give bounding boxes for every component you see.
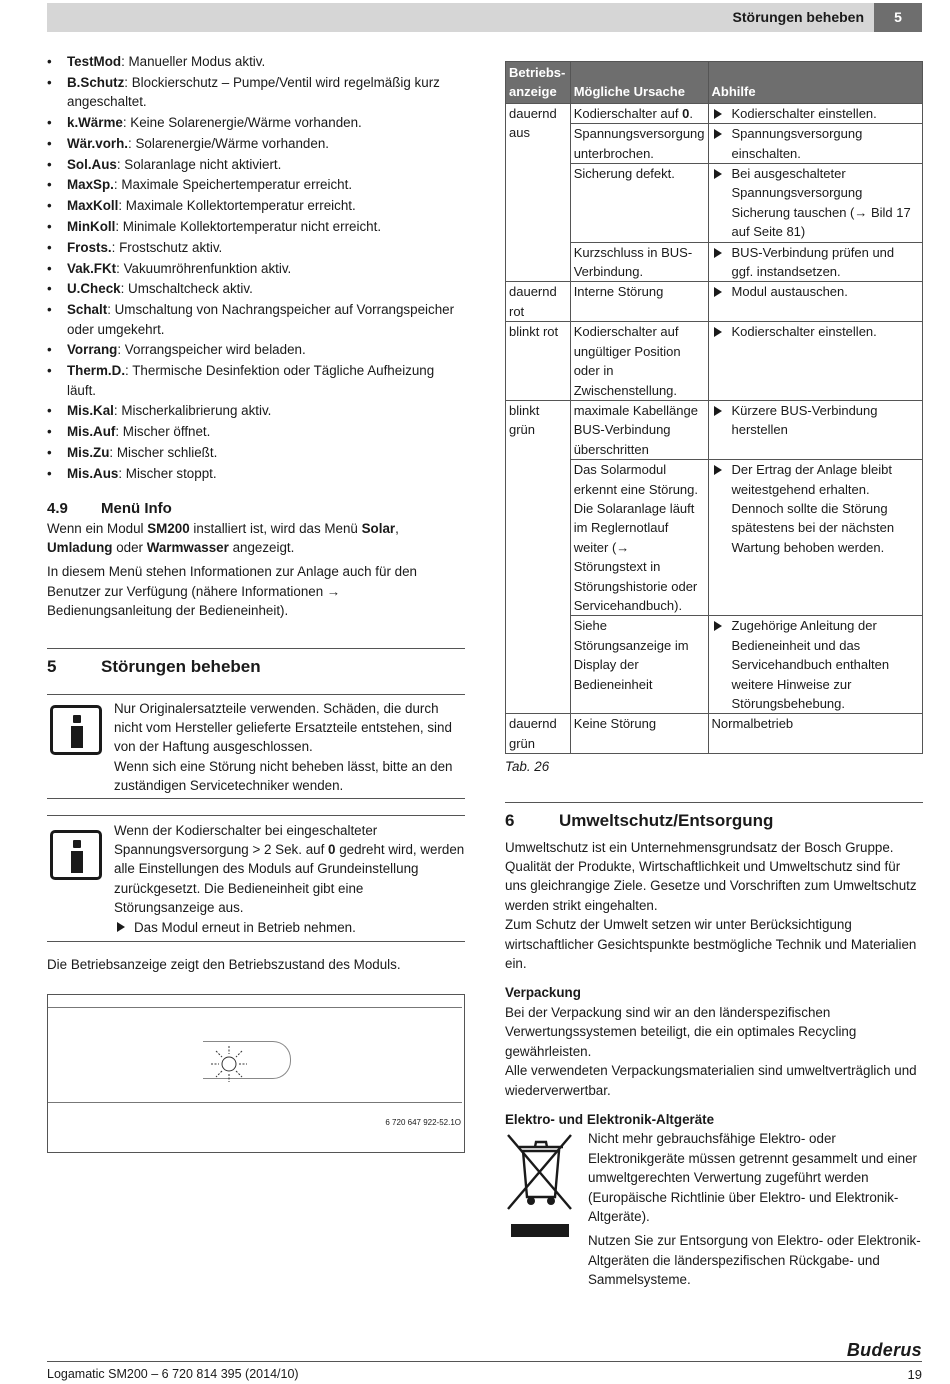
status-code: TestMod — [67, 54, 122, 69]
status-list-item — [47, 238, 465, 257]
status-description: : Umschaltcheck aktiv. — [120, 281, 253, 297]
status-description: : Solarenergie/Wärme vorhanden. — [128, 135, 329, 151]
table-row — [506, 282, 923, 322]
status-description: : Keine Solarenergie/Wärme vorhanden. — [122, 115, 362, 130]
status-code: Sol.Aus — [67, 156, 117, 172]
step-arrow-icon — [714, 169, 722, 179]
step-arrow-icon — [714, 465, 722, 475]
chapter-tab: 5 — [874, 3, 922, 32]
status-code: U.Check — [67, 281, 121, 297]
module-housing — [48, 1007, 462, 1103]
status-list-item — [47, 422, 465, 441]
env-paragraph-1: Umweltschutz ist ein Unternehmensgrundsatz der Bosch Gruppe. Qualität der Produkte, Wirtschaftlichkeit und Umweltschutz sind für uns gleichrangige Ziele. Gesetze und Vorschriften zum Umweltschutz werden strikt eingehalten. — [505, 839, 917, 913]
menu-info-paragraph-2: In diesem Menü stehen Informationen zur Anlage auch für den Benutzer zur Verfügung (nähere Informationen → Bedienungsanleitung der Bedieneinheit). — [47, 564, 417, 619]
remedy-cell: Bei ausgeschalteter Spannungsversorgung Sicherung tauschen (→ Bild 17 auf Seite 81) — [708, 164, 922, 243]
weee-paragraph-1: Nicht mehr gebrauchsfähige Elektro- oder Elektronikgeräte müssen getrennt gesammelt und einer umweltgerechten Verwertung zugeführt werden (Europäische Richtlinie über Elektro- und Elektronik-Altgeräte). — [588, 1131, 917, 1224]
status-code: Mis.Kal — [67, 403, 114, 419]
status-description: : Maximale Speichertemperatur erreicht. — [113, 177, 353, 193]
status-list-item — [47, 361, 465, 400]
step-arrow-icon — [714, 287, 722, 297]
status-list-item — [47, 340, 465, 359]
status-description: : Minimale Kollektortemperatur nicht erreicht. — [115, 218, 382, 234]
remedy-cell: Kürzere BUS-Verbindung herstellen — [708, 400, 922, 459]
table-header-row — [506, 62, 923, 104]
status-description: : Manueller Modus aktiv. — [121, 54, 266, 69]
status-list-item — [47, 217, 465, 236]
notice-spare-parts — [47, 694, 465, 799]
display-paragraph: Die Betriebsanzeige zeigt den Betriebszustand des Moduls. — [47, 957, 401, 973]
status-code-list — [47, 52, 465, 483]
notice-text: Nur Originalersatzteile verwenden. Schäden, die durch nicht vom Hersteller gelieferte Ersatzteile entstehen, sind von der Haftung ausgeschlossen. — [114, 700, 452, 755]
status-description: : Vorrangspeicher wird beladen. — [117, 342, 306, 358]
status-description: : Umschaltung von Nachrangspeicher auf Vorrangspeicher oder umgekehrt. — [67, 302, 455, 337]
status-description: : Mischer stoppt. — [118, 465, 217, 481]
status-code: MinKoll — [67, 218, 116, 234]
section-number: 4.9 — [47, 499, 68, 517]
table-row — [506, 400, 923, 459]
info-icon — [50, 705, 102, 755]
remedy-cell: Normalbetrieb — [708, 714, 922, 754]
header-title: Störungen beheben — [732, 9, 864, 25]
chapter-5-heading — [47, 656, 465, 678]
state-cell: dauernd rot — [506, 282, 571, 322]
status-list-item — [47, 401, 465, 420]
state-cell: dauernd grün — [506, 714, 571, 754]
remedy-cell: Spannungsversorgung einschalten. — [708, 124, 922, 164]
weee-paragraph-2: Nutzen Sie zur Entsorgung von Elektro- oder Elektronik-Altgeräten die länderspezifischen Rückgabe- und Sammelsysteme. — [588, 1233, 921, 1288]
figure-code: 6 720 647 922-52.1O — [385, 1118, 461, 1128]
notice-step: Das Modul erneut in Betrieb nehmen. — [114, 918, 465, 937]
status-description: : Blockierschutz – Pumpe/Ventil wird regelmäßig kurz angeschaltet. — [67, 74, 440, 110]
status-list-item — [47, 52, 465, 71]
packaging-paragraph-1: Bei der Verpackung sind wir an den länderspezifischen Verwertungssystemen beteiligt, die ein optimales Recycling gewährleisten. — [505, 1004, 857, 1059]
cause-cell: Siehe Störungsanzeige im Display der Bedieneinheit — [570, 616, 708, 714]
cause-cell: Das Solarmodul erkennt eine Störung. Die Solaranlage läuft im Reglernotlauf weiter (→ Störungstext in Störungshistorie oder Servicehandbuch). — [570, 460, 708, 616]
crossed-bin-icon — [505, 1131, 577, 1241]
chapter-title: Umweltschutz/Entsorgung — [559, 810, 774, 830]
packaging-heading: Verpackung — [505, 985, 581, 1001]
step-arrow-icon — [714, 109, 722, 119]
status-description: : Maximale Kollektortemperatur erreicht. — [118, 198, 356, 214]
cause-cell: Spannungsversorgung unterbrochen. — [570, 124, 708, 164]
table-header: Betriebs-anzeige — [506, 62, 571, 104]
menu-info-paragraph-1: Wenn ein Modul SM200 installiert ist, wird das Menü Solar, Umladung oder Warmwasser angezeigt. — [47, 520, 399, 555]
footer-rule — [47, 1361, 922, 1362]
status-description: : Vakuumröhrenfunktion aktiv. — [116, 260, 292, 276]
cause-cell: Kodierschalter auf ungültiger Position oder in Zwischenstellung. — [570, 322, 708, 401]
step-arrow-icon — [117, 922, 125, 932]
table-row — [506, 103, 923, 123]
table-caption: Tab. 26 — [505, 759, 550, 775]
status-code: Mis.Zu — [67, 444, 110, 460]
status-code: Vorrang — [67, 342, 118, 358]
status-code: Vak.FKt — [67, 260, 117, 276]
status-description: : Solaranlage nicht aktiviert. — [116, 156, 282, 172]
status-list-item — [47, 279, 465, 298]
cause-cell: maximale Kabellänge BUS-Verbindung überschritten — [570, 400, 708, 459]
status-code: Mis.Auf — [67, 424, 116, 440]
status-list-item — [47, 259, 465, 278]
status-list-item — [47, 443, 465, 462]
step-arrow-icon — [714, 248, 722, 258]
info-icon — [50, 830, 102, 880]
right-column — [505, 61, 923, 1290]
notice-text: Wenn sich eine Störung nicht beheben lässt, bitte an den zuständigen Servicetechniker wenden. — [114, 758, 453, 794]
notice-coding-switch — [47, 815, 465, 942]
page-header — [47, 3, 922, 32]
state-cell: blinkt grün — [506, 400, 571, 714]
status-description: : Mischer öffnet. — [115, 424, 211, 440]
chapter-title: Störungen beheben — [101, 656, 261, 676]
status-code: Wär.vorh. — [67, 135, 129, 151]
cause-cell: Sicherung defekt. — [570, 164, 708, 243]
status-list-item — [47, 464, 465, 483]
table-header: Abhilfe — [708, 62, 922, 104]
table-row — [506, 322, 923, 401]
cause-cell: Kodierschalter auf 0. — [570, 103, 708, 123]
remedy-cell: Zugehörige Anleitung der Bedieneinheit und das Servicehandbuch enthalten weitere Hinweise zur Störungsbehebung. — [708, 616, 922, 714]
status-description: : Frostschutz aktiv. — [111, 239, 223, 255]
led-sun-icon — [209, 1044, 249, 1084]
remedy-cell: Modul austauschen. — [708, 282, 922, 322]
status-list-item — [47, 155, 465, 174]
weee-section — [505, 1129, 923, 1289]
chapter-rule — [47, 648, 465, 649]
remedy-cell: Der Ertrag der Anlage bleibt weitestgehend erhalten. Dennoch sollte die Störung spätestens bei der nächsten Wartung behoben werden. — [708, 460, 922, 616]
status-list-item — [47, 113, 465, 132]
page-number: 19 — [907, 1367, 922, 1382]
module-figure — [47, 994, 465, 1153]
status-code: Therm.D. — [67, 363, 126, 379]
chapter-rule — [505, 802, 923, 803]
status-list-item — [47, 73, 465, 112]
weee-heading: Elektro- und Elektronik-Altgeräte — [505, 1111, 715, 1127]
chapter-number: 6 — [505, 810, 515, 830]
status-list-item — [47, 300, 465, 339]
state-cell: dauernd aus — [506, 103, 571, 282]
status-description: : Mischerkalibrierung aktiv. — [113, 403, 272, 419]
status-code: MaxKoll — [67, 198, 119, 214]
table-row — [506, 714, 923, 754]
step-arrow-icon — [714, 129, 722, 139]
step-arrow-icon — [714, 327, 722, 337]
section-4-9-heading — [47, 499, 465, 519]
notice-text: Wenn der Kodierschalter bei eingeschalteter Spannungsversorgung > 2 Sek. auf 0 gedreht wird, werden alle Einstellungen des Moduls auf Grundeinstellung zurückgesetzt. Die Bedieneinheit gibt eine Störungsanzeige aus. — [114, 822, 465, 916]
status-code: MaxSp. — [67, 177, 114, 193]
cause-cell: Interne Störung — [570, 282, 708, 322]
status-list-item — [47, 134, 465, 153]
footer-document: Logamatic SM200 – 6 720 814 395 (2014/10) — [47, 1367, 299, 1381]
packaging-paragraph-2: Alle verwendeten Verpackungsmaterialien sind umweltverträglich und wiederverwertbar. — [505, 1063, 917, 1098]
status-list-item — [47, 175, 465, 194]
fault-table — [505, 61, 923, 754]
chapter-6-heading — [505, 810, 923, 832]
status-code: Schalt — [67, 302, 108, 318]
status-code: B.Schutz — [67, 74, 125, 90]
status-description: : Thermische Desinfektion oder Tägliche Aufheizung läuft. — [67, 363, 435, 398]
status-description: : Mischer schließt. — [109, 444, 218, 460]
env-paragraph-2: Zum Schutz der Umwelt setzen wir unter Berücksichtigung wirtschaftlicher Gesichtspunkte bestmögliche Technik und Materialien ein. — [505, 917, 917, 972]
step-arrow-icon — [714, 621, 722, 631]
table-header: Mögliche Ursache — [570, 62, 708, 104]
chapter-number: 5 — [47, 656, 57, 676]
cause-cell: Kurzschluss in BUS-Verbindung. — [570, 242, 708, 282]
state-cell: blinkt rot — [506, 322, 571, 401]
status-code: k.Wärme — [67, 115, 123, 130]
left-column — [47, 52, 465, 1153]
section-title: Menü Info — [101, 499, 172, 517]
brand-logo: Buderus — [846, 1340, 922, 1360]
remedy-cell: BUS-Verbindung prüfen und ggf. instandsetzen. — [708, 242, 922, 282]
step-arrow-icon — [714, 406, 722, 416]
status-code: Mis.Aus — [67, 465, 119, 481]
remedy-cell: Kodierschalter einstellen. — [708, 322, 922, 401]
remedy-cell: Kodierschalter einstellen. — [708, 103, 922, 123]
status-code: Frosts. — [67, 239, 112, 255]
cause-cell: Keine Störung — [570, 714, 708, 754]
status-list-item — [47, 196, 465, 215]
